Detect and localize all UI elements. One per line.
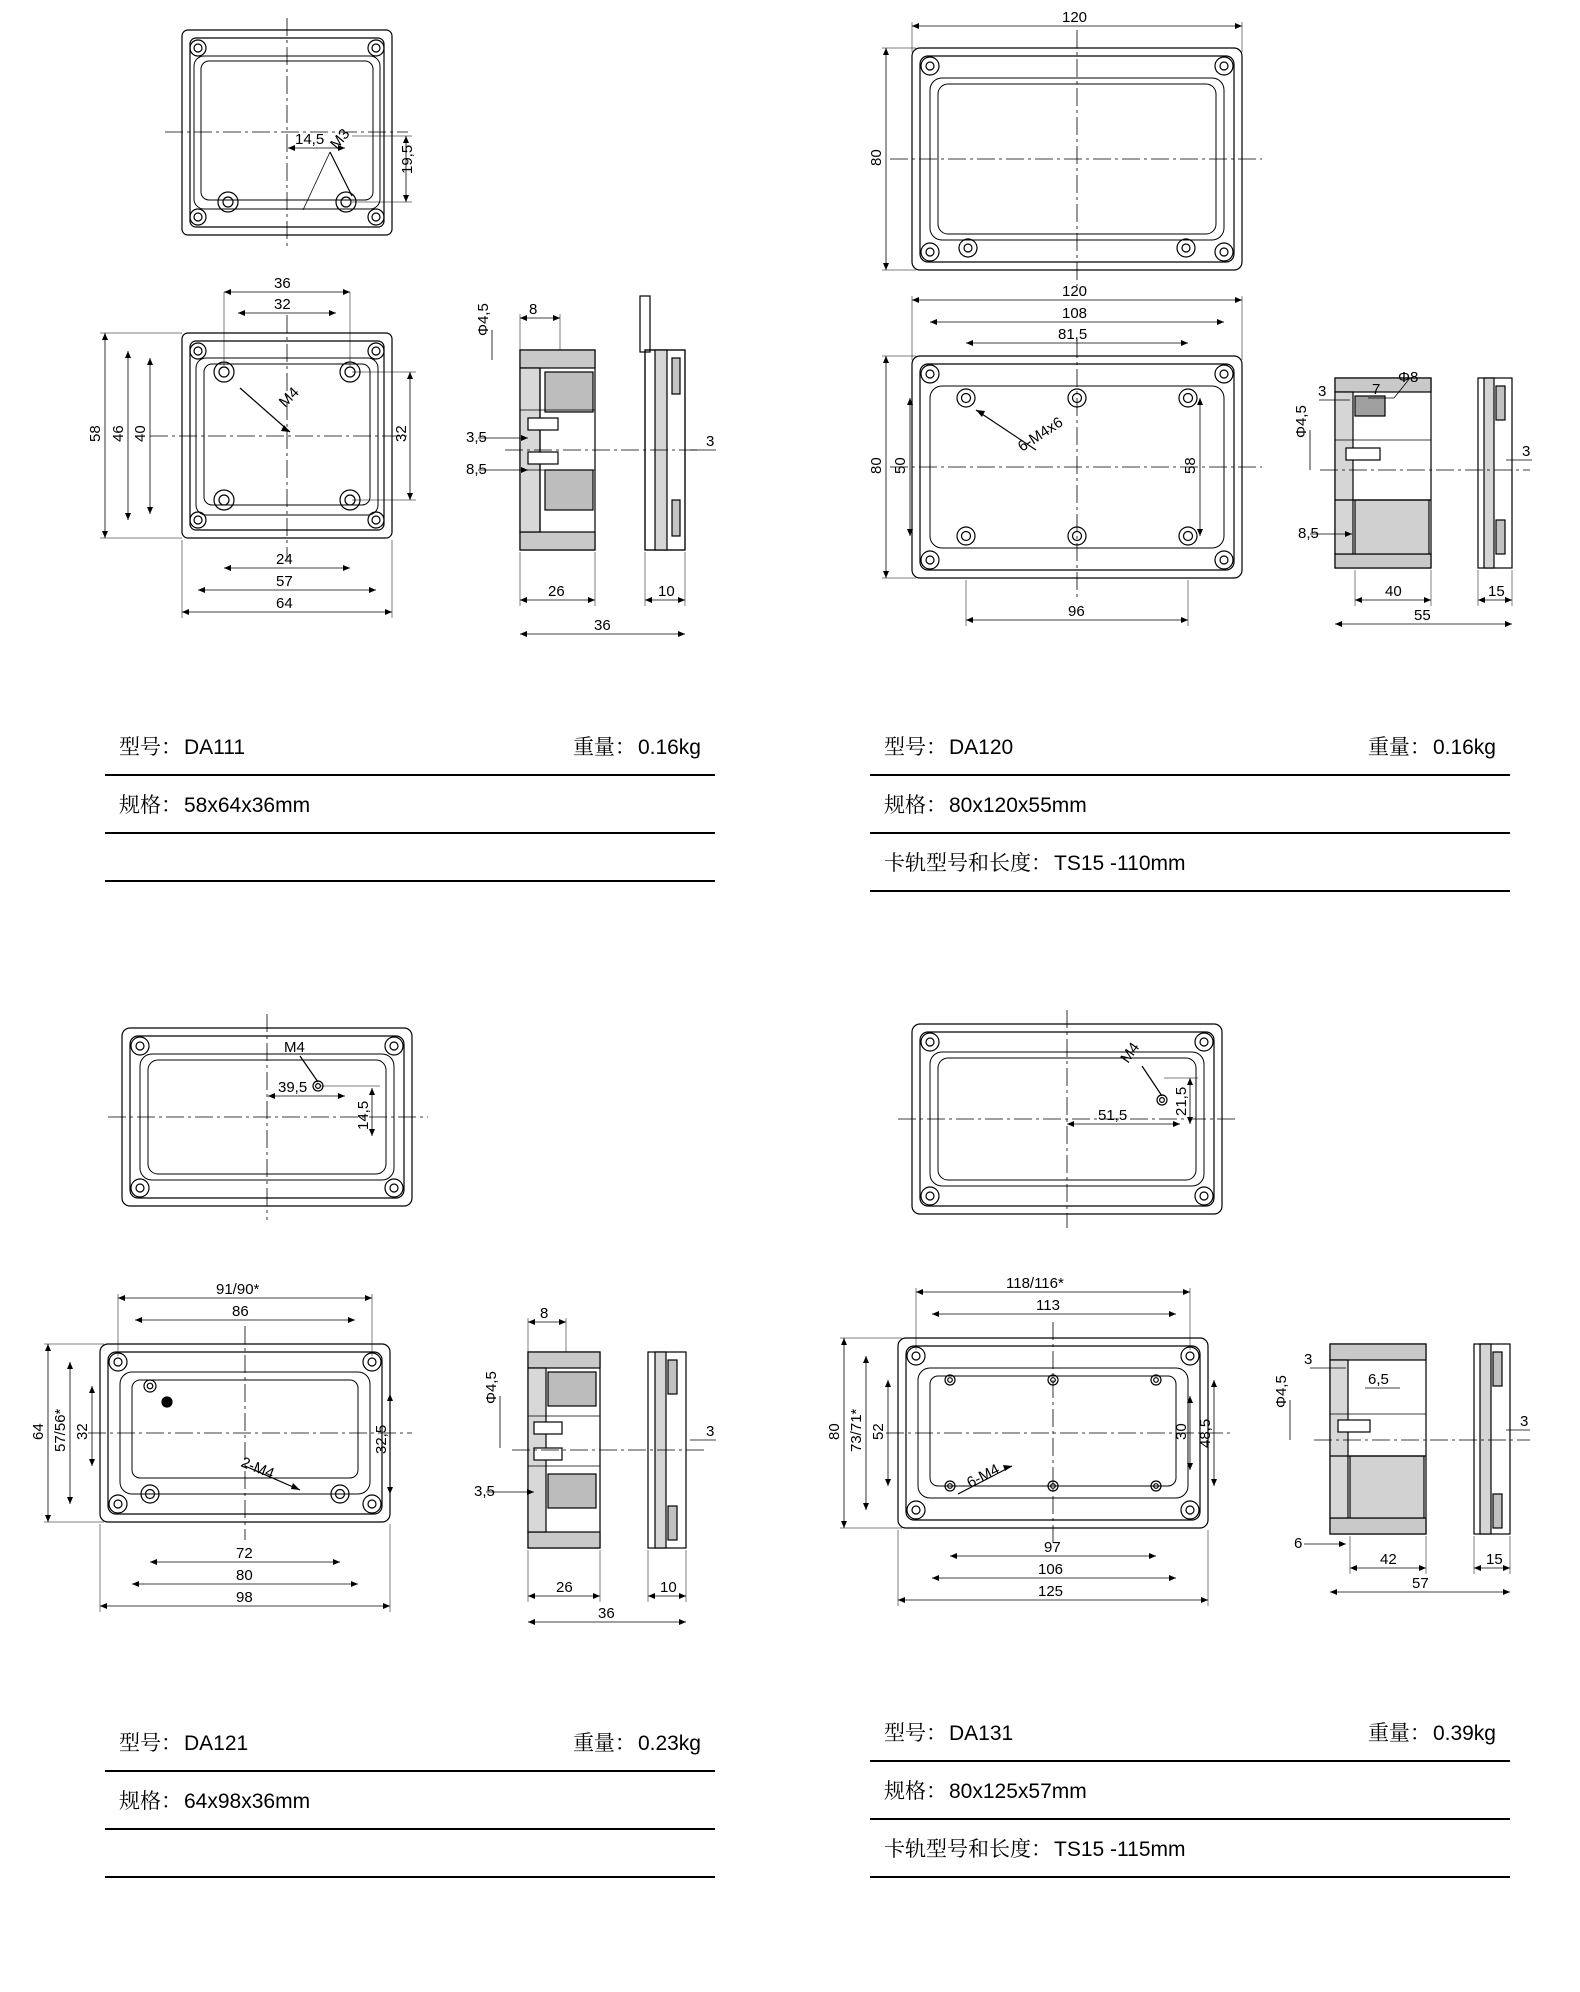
dim-36: 36	[598, 1605, 615, 1622]
dim-120-top: 120	[1062, 9, 1088, 26]
drawing-da121	[0, 996, 790, 1716]
model-label: 型号：	[119, 735, 182, 759]
spec-table-da121	[105, 1714, 715, 1878]
dim-80-left: 80	[868, 149, 885, 166]
model-value: DA131	[949, 1722, 1014, 1745]
weight-label: 重量：	[1367, 1721, 1431, 1745]
dim-6-m4x6: 6-M4x6	[1014, 413, 1067, 456]
dim-118-116: 118/116*	[1006, 1275, 1064, 1292]
dim-26: 26	[548, 583, 565, 600]
dim-57: 57	[276, 573, 293, 590]
dim-m4: M4	[1117, 1039, 1144, 1067]
dim-19-5: 19,5	[399, 144, 416, 174]
dim-32-5: 32,5	[373, 1424, 390, 1454]
dim-36: 36	[274, 275, 291, 292]
dim-55: 55	[1414, 607, 1431, 624]
dim-8: 8	[540, 1305, 549, 1322]
weight-label: 重量：	[572, 1731, 636, 1755]
rail-value: TS15 -115mm	[1054, 1838, 1186, 1861]
dim-108: 108	[1062, 305, 1088, 322]
product-block-da111	[0, 0, 790, 996]
dim-57: 57	[1412, 1575, 1429, 1592]
drawing-da120	[790, 0, 1580, 720]
model-label: 型号：	[884, 735, 947, 759]
product-block-da121	[0, 996, 790, 1992]
dim-m3: M3	[327, 125, 354, 153]
dim-51-5: 51,5	[1098, 1107, 1128, 1124]
dim-81-5: 81,5	[1058, 326, 1088, 343]
dim-120: 120	[1062, 283, 1088, 300]
spec-row-empty	[105, 1830, 715, 1878]
model-value: DA111	[184, 736, 246, 759]
dim-97: 97	[1044, 1539, 1061, 1556]
spec-value: 80x120x55mm	[949, 794, 1087, 817]
weight-value: 0.23kg	[637, 1732, 701, 1755]
dim-80: 80	[868, 457, 885, 474]
dim-24: 24	[276, 551, 293, 568]
weight-label: 重量：	[1367, 735, 1431, 759]
dim-14-5: 14,5	[295, 131, 325, 148]
dim-15: 15	[1488, 583, 1505, 600]
dim-86: 86	[232, 1303, 249, 1320]
dim-15: 15	[1486, 1551, 1503, 1568]
dim-3: 3	[1318, 383, 1327, 400]
dim-106: 106	[1038, 1561, 1064, 1578]
spec-row-size	[870, 776, 1510, 834]
dim-phi4-5: Φ4,5	[1293, 405, 1310, 438]
product-block-da131	[790, 996, 1580, 1992]
dim-40: 40	[132, 425, 149, 442]
dim-73-71: 73/71*	[848, 1408, 865, 1452]
model-value: DA120	[949, 736, 1014, 759]
dim-3-5: 3,5	[466, 429, 487, 446]
spec-value: 58x64x36mm	[184, 794, 311, 817]
weight-value: 0.16kg	[1432, 736, 1496, 759]
dim-40: 40	[1385, 583, 1402, 600]
dim-52: 52	[870, 1423, 887, 1440]
dim-3-right: 3	[706, 433, 715, 450]
dim-80: 80	[826, 1423, 843, 1440]
dim-6: 6	[1294, 1535, 1303, 1552]
dim-113: 113	[1036, 1297, 1060, 1314]
dim-10: 10	[660, 1579, 677, 1596]
spec-row-model	[870, 718, 1510, 776]
dim-42: 42	[1380, 1551, 1397, 1568]
spec-table-da111	[105, 718, 715, 882]
dim-phi4-5: Φ4,5	[475, 303, 492, 336]
dim-57-56: 57/56*	[52, 1408, 69, 1452]
dim-39-5: 39,5	[278, 1079, 308, 1096]
product-block-da120	[790, 0, 1580, 996]
dim-m4: M4	[275, 384, 303, 411]
dim-30: 30	[1173, 1423, 1190, 1440]
drawing-da111	[0, 0, 790, 720]
dim-3: 3	[1304, 1351, 1313, 1368]
dim-96: 96	[1068, 603, 1085, 620]
dim-80: 80	[236, 1567, 253, 1584]
dim-48-5: 48,5	[1197, 1418, 1214, 1448]
dim-phi8: Φ8	[1398, 369, 1419, 386]
dim-64: 64	[276, 595, 293, 612]
dim-36-overall: 36	[594, 617, 611, 634]
dim-72: 72	[236, 1545, 253, 1562]
dim-91-90: 91/90*	[216, 1281, 260, 1298]
dim-32-right: 32	[393, 425, 410, 442]
dim-phi4-5: Φ4,5	[1273, 1375, 1290, 1408]
dim-8-5: 8,5	[1298, 525, 1319, 542]
dim-21-5: 21,5	[1173, 1086, 1190, 1116]
spec-table-da131	[870, 1704, 1510, 1878]
model-label: 型号：	[884, 1721, 947, 1745]
rail-label: 卡轨型号和长度：	[884, 1837, 1052, 1861]
weight-value: 0.39kg	[1432, 1722, 1496, 1745]
dim-3-5: 3,5	[474, 1483, 495, 1500]
dim-3-right: 3	[706, 1423, 715, 1440]
dim-6-m4: 6-M4	[964, 1460, 1003, 1492]
dim-26: 26	[556, 1579, 573, 1596]
dim-58: 58	[1182, 457, 1199, 474]
spec-row-rail	[870, 1820, 1510, 1878]
dim-6-5: 6,5	[1368, 1371, 1389, 1388]
spec-row-model	[870, 1704, 1510, 1762]
dim-3-right: 3	[1522, 443, 1531, 460]
spec-table-da120	[870, 718, 1510, 892]
spec-row-rail	[870, 834, 1510, 892]
model-value: DA121	[184, 1732, 249, 1755]
dim-98: 98	[236, 1589, 253, 1606]
weight-value: 0.16kg	[637, 736, 701, 759]
dim-7: 7	[1372, 381, 1381, 398]
spec-row-empty	[105, 834, 715, 882]
spec-label: 规格：	[884, 1779, 947, 1803]
dim-46: 46	[110, 425, 127, 442]
spec-label: 规格：	[119, 1789, 182, 1813]
spec-label: 规格：	[119, 793, 182, 817]
rail-value: TS15 -110mm	[1054, 852, 1186, 875]
spec-row-model	[105, 1714, 715, 1772]
dim-50: 50	[892, 457, 909, 474]
model-label: 型号：	[119, 1731, 182, 1755]
spec-value: 80x125x57mm	[949, 1780, 1087, 1803]
dim-8-5: 8,5	[466, 461, 487, 478]
rail-label: 卡轨型号和长度：	[884, 851, 1052, 875]
dim-32-top: 32	[274, 296, 291, 313]
dim-64: 64	[30, 1423, 47, 1440]
dim-10: 10	[658, 583, 675, 600]
dim-3-right: 3	[1520, 1413, 1529, 1430]
weight-label: 重量：	[572, 735, 636, 759]
spec-row-size	[870, 1762, 1510, 1820]
dim-2-m4: 2-M4	[238, 1453, 277, 1483]
dim-32: 32	[74, 1423, 91, 1440]
dim-8: 8	[529, 301, 538, 318]
dim-m4: M4	[284, 1039, 305, 1056]
dim-phi4-5: Φ4,5	[483, 1371, 500, 1404]
spec-value: 64x98x36mm	[184, 1790, 311, 1813]
spec-row-size	[105, 776, 715, 834]
spec-row-size	[105, 1772, 715, 1830]
drawing-da131	[790, 996, 1580, 1716]
spec-label: 规格：	[884, 793, 947, 817]
spec-row-model	[105, 718, 715, 776]
dim-14-5: 14,5	[355, 1100, 372, 1130]
dim-125: 125	[1038, 1583, 1064, 1600]
dim-58: 58	[87, 425, 104, 442]
